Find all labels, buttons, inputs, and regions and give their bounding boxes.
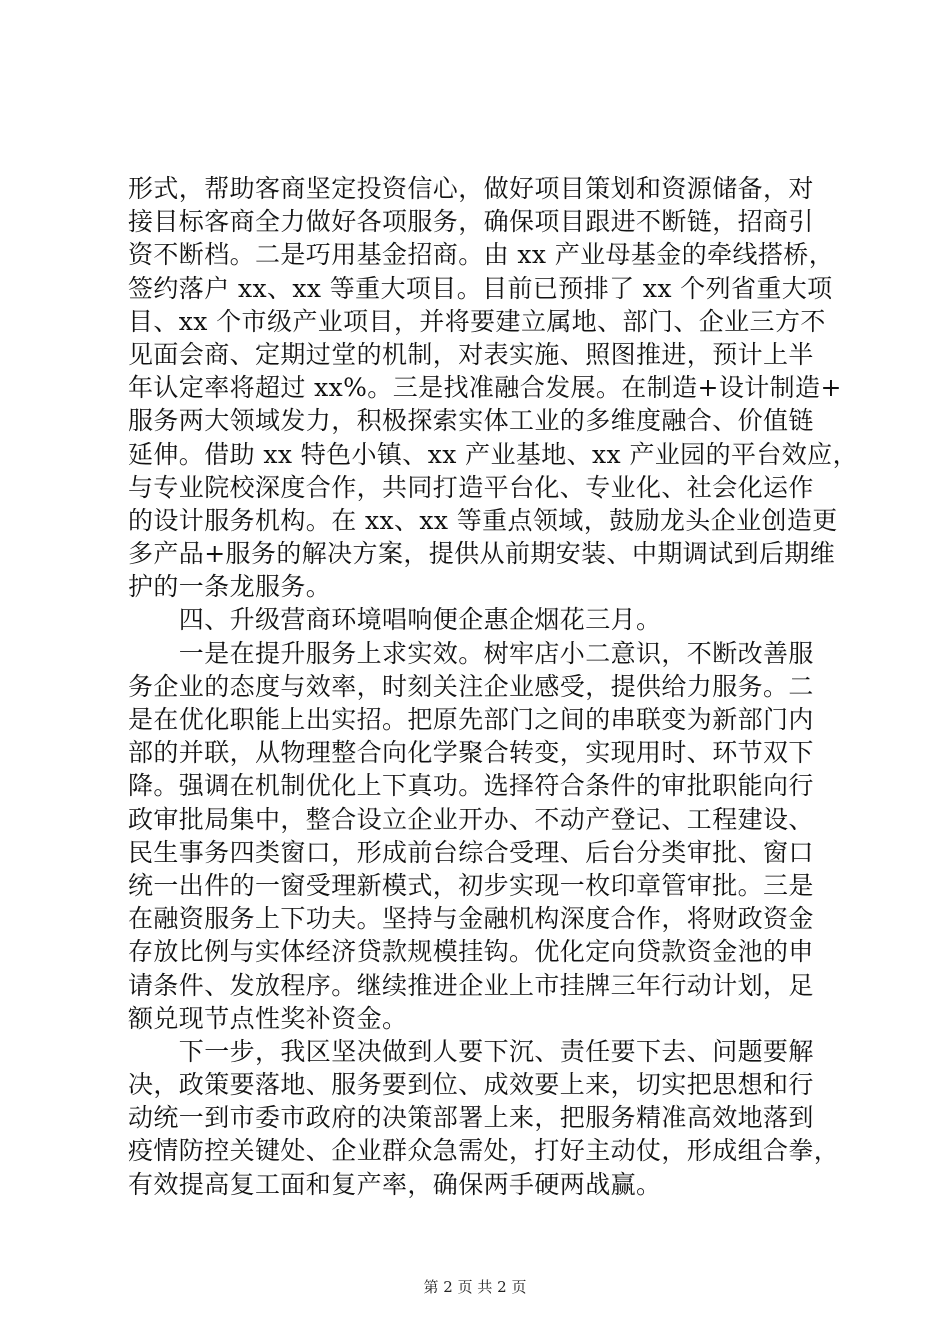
text-line: 降。强调在机制优化上下真功。选择符合条件的审批职能向行 xyxy=(128,771,814,801)
text-line: 多产品+服务的解决方案，提供从前期安装、中期调试到后期维 xyxy=(128,539,836,569)
text-line: 请条件、发放程序。继续推进企业上市挂牌三年行动计划，足 xyxy=(128,970,814,1000)
text-line: 额兑现节点性奖补资金。 xyxy=(128,1003,408,1033)
section-heading: 四、升级营商环境唱响便企惠企烟花三月。 xyxy=(128,605,662,635)
text-line: 动统一到市委市政府的决策部署上来，把服务精准高效地落到 xyxy=(128,1103,814,1133)
text-line: 签约落户 xx、xx 等重大项目。目前已预排了 xx 个列省重大项 xyxy=(128,273,833,303)
text-line: 决，政策要落地、服务要到位、成效要上来，切实把思想和行 xyxy=(128,1070,814,1100)
text-line: 与专业院校深度合作，共同打造平台化、专业化、社会化运作 xyxy=(128,472,814,502)
body-text xyxy=(128,172,858,1201)
text-line: 一是在提升服务上求实效。树牢店小二意识，不断改善服 xyxy=(128,638,814,668)
text-line: 服务两大领域发力，积极探索实体工业的多维度融合、价值链 xyxy=(128,406,814,436)
page-number: 第 2 页 共 2 页 xyxy=(423,1278,527,1296)
page-footer xyxy=(0,1276,950,1297)
text-line: 延伸。借助 xx 特色小镇、xx 产业基地、xx 产业园的平台效应， xyxy=(128,439,858,469)
text-line: 接目标客商全力做好各项服务，确保项目跟进不断链，招商引 xyxy=(128,207,814,237)
text-line: 在融资服务上下功夫。坚持与金融机构深度合作，将财政资金 xyxy=(128,904,814,934)
text-line: 形式，帮助客商坚定投资信心，做好项目策划和资源储备，对 xyxy=(128,174,814,203)
text-line: 目、xx 个市级产业项目，并将要建立属地、部门、企业三方不 xyxy=(128,306,826,336)
text-line: 疫情防控关键处、企业群众急需处，打好主动仗，形成组合拳， xyxy=(128,1136,840,1166)
text-line: 存放比例与实体经济贷款规模挂钩。优化定向贷款资金池的申 xyxy=(128,937,814,967)
text-line: 民生事务四类窗口，形成前台综合受理、后台分类审批、窗口 xyxy=(128,837,814,867)
text-line: 是在优化职能上出实招。把原先部门之间的串联变为新部门内 xyxy=(128,705,814,734)
text-line: 政审批局集中，整合设立企业开办、不动产登记、工程建设、 xyxy=(128,804,814,834)
text-line: 资不断档。二是巧用基金招商。由 xx 产业母基金的牵线搭桥， xyxy=(128,240,835,270)
text-line: 部的并联，从物理整合向化学聚合转变，实现用时、环节双下 xyxy=(128,738,814,768)
text-line: 见面会商、定期过堂的机制，对表实施、照图推进，预计上半 xyxy=(128,339,814,369)
text-line: 务企业的态度与效率，时刻关注企业感受，提供给力服务。二 xyxy=(128,671,814,701)
text-line: 护的一条龙服务。 xyxy=(128,572,332,602)
text-line: 下一步，我区坚决做到人要下沉、责任要下去、问题要解 xyxy=(128,1036,814,1066)
text-line: 的设计服务机构。在 xx、xx 等重点领域，鼓励龙头企业创造更 xyxy=(128,505,838,535)
text-line: 统一出件的一窗受理新模式，初步实现一枚印章管审批。三是 xyxy=(128,870,814,900)
text-line: 年认定率将超过 xx%。三是找准融合发展。在制造+设计制造+ xyxy=(128,373,842,403)
text-line: 有效提高复工面和复产率，确保两手硬两战赢。 xyxy=(128,1169,662,1199)
